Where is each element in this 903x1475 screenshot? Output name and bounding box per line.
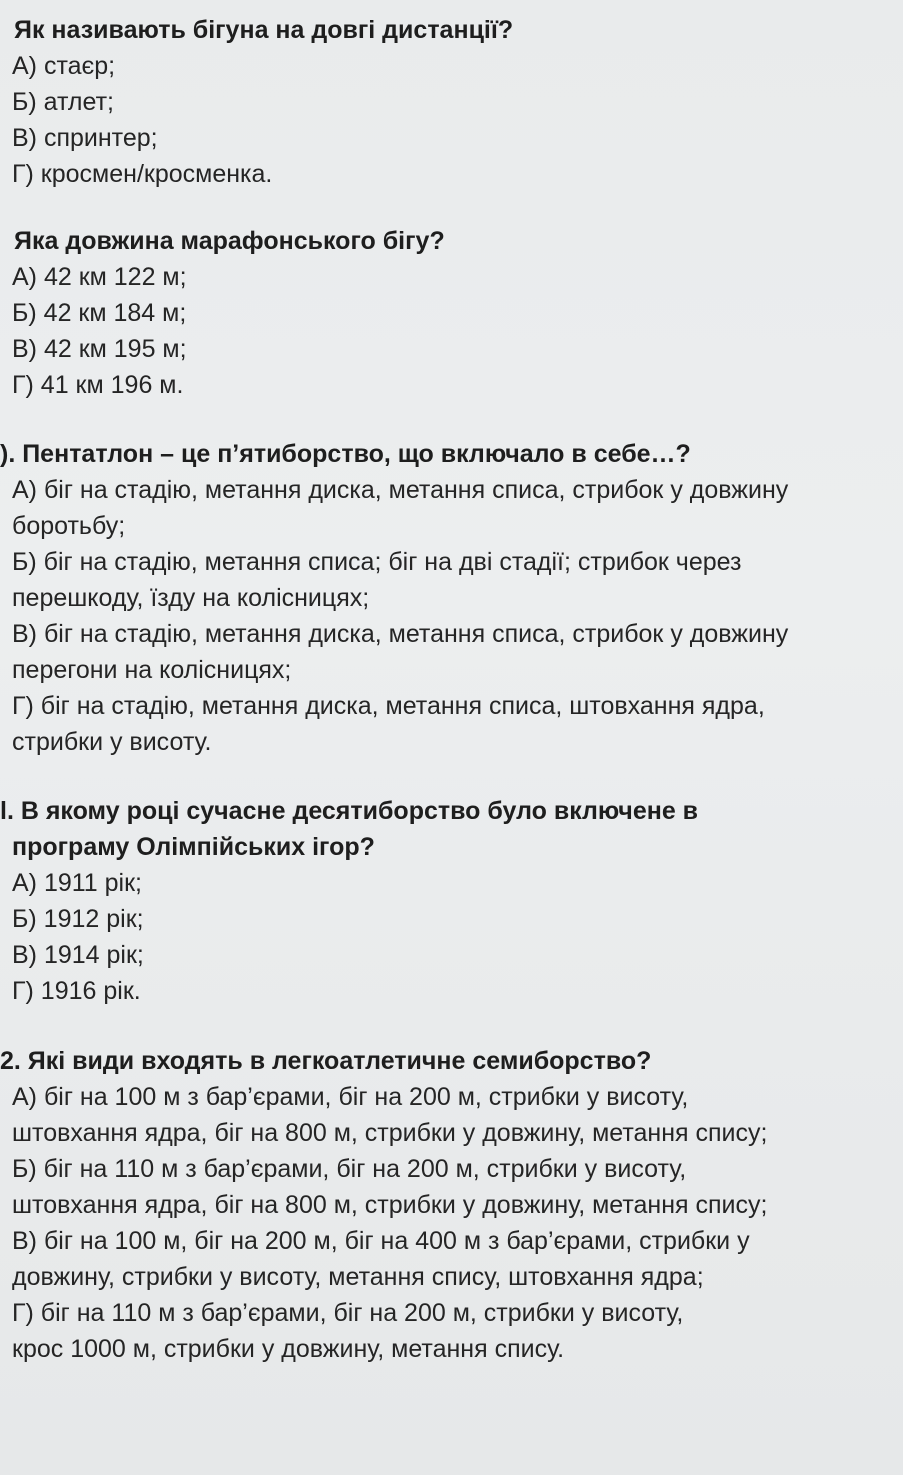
question-5-option-d-cont: крос 1000 м, стрибки у довжину, метання спису. — [12, 1335, 565, 1363]
question-2 — [0, 223, 903, 403]
question-5-title: 2. Які види входять в легкоатлетичне семиборство? — [0, 1047, 652, 1075]
question-3-option-d: Г) біг на стадію, метання диска, метання списа, штовхання ядра, — [12, 692, 765, 720]
question-3-option-a: А) біг на стадію, метання диска, метання списа, стрибок у довжину — [12, 476, 789, 504]
question-3-option-c-cont: перегони на колісницях; — [12, 656, 292, 684]
question-3-title: ). Пентатлон – це п’ятиборство, що включало в себе…? — [0, 440, 691, 468]
question-1 — [0, 12, 903, 192]
question-1-title: Як називають бігуна на довгі дистанції? — [14, 16, 514, 44]
question-5-option-b: Б) біг на 110 м з бар’єрами, біг на 200 м, стрибки у висоту, — [12, 1155, 687, 1183]
question-4-title-line-2: програму Олімпійських ігор? — [12, 833, 375, 861]
question-5-option-c-cont: довжину, стрибки у висоту, метання спису, штовхання ядра; — [12, 1263, 704, 1291]
question-2-option-c: В) 42 км 195 м; — [12, 335, 187, 363]
question-5-option-a-cont: штовхання ядра, біг на 800 м, стрибки у довжину, метання спису; — [12, 1119, 768, 1147]
question-3-option-b-cont: перешкоду, їзду на колісницях; — [12, 584, 370, 612]
question-1-option-b: Б) атлет; — [12, 88, 114, 116]
question-4 — [0, 793, 903, 1009]
question-1-option-d: Г) кросмен/кросменка. — [12, 160, 273, 188]
question-1-option-c: В) спринтер; — [12, 124, 158, 152]
question-4-option-c: В) 1914 рік; — [12, 941, 144, 969]
question-4-option-a: А) 1911 рік; — [12, 869, 142, 897]
question-4-title-line-1: l. В якому році сучасне десятиборство було включене в — [0, 797, 699, 825]
question-2-title: Яка довжина марафонського бігу? — [14, 227, 445, 255]
question-5-option-d: Г) біг на 110 м з бар’єрами, біг на 200 м, стрибки у висоту, — [12, 1299, 684, 1327]
question-5-option-a: А) біг на 100 м з бар’єрами, біг на 200 м, стрибки у висоту, — [12, 1083, 689, 1111]
question-2-option-a: А) 42 км 122 м; — [12, 263, 187, 291]
question-1-option-a: А) стаєр; — [12, 52, 116, 80]
question-3-option-c: В) біг на стадію, метання диска, метання списа, стрибок у довжину — [12, 620, 789, 648]
question-5-option-c: В) біг на 100 м, біг на 200 м, біг на 400 м з бар’єрами, стрибки у — [12, 1227, 750, 1255]
question-5 — [0, 1043, 903, 1367]
question-3-option-d-cont: стрибки у висоту. — [12, 728, 212, 756]
question-3-option-b: Б) біг на стадію, метання списа; біг на дві стадії; стрибок через — [12, 548, 742, 576]
question-3-option-a-cont: боротьбу; — [12, 512, 126, 540]
question-4-option-d: Г) 1916 рік. — [12, 977, 141, 1005]
question-2-option-d: Г) 41 км 196 м. — [12, 371, 184, 399]
question-5-option-b-cont: штовхання ядра, біг на 800 м, стрибки у довжину, метання спису; — [12, 1191, 768, 1219]
question-3 — [0, 436, 903, 760]
question-4-option-b: Б) 1912 рік; — [12, 905, 144, 933]
question-2-option-b: Б) 42 км 184 м; — [12, 299, 187, 327]
